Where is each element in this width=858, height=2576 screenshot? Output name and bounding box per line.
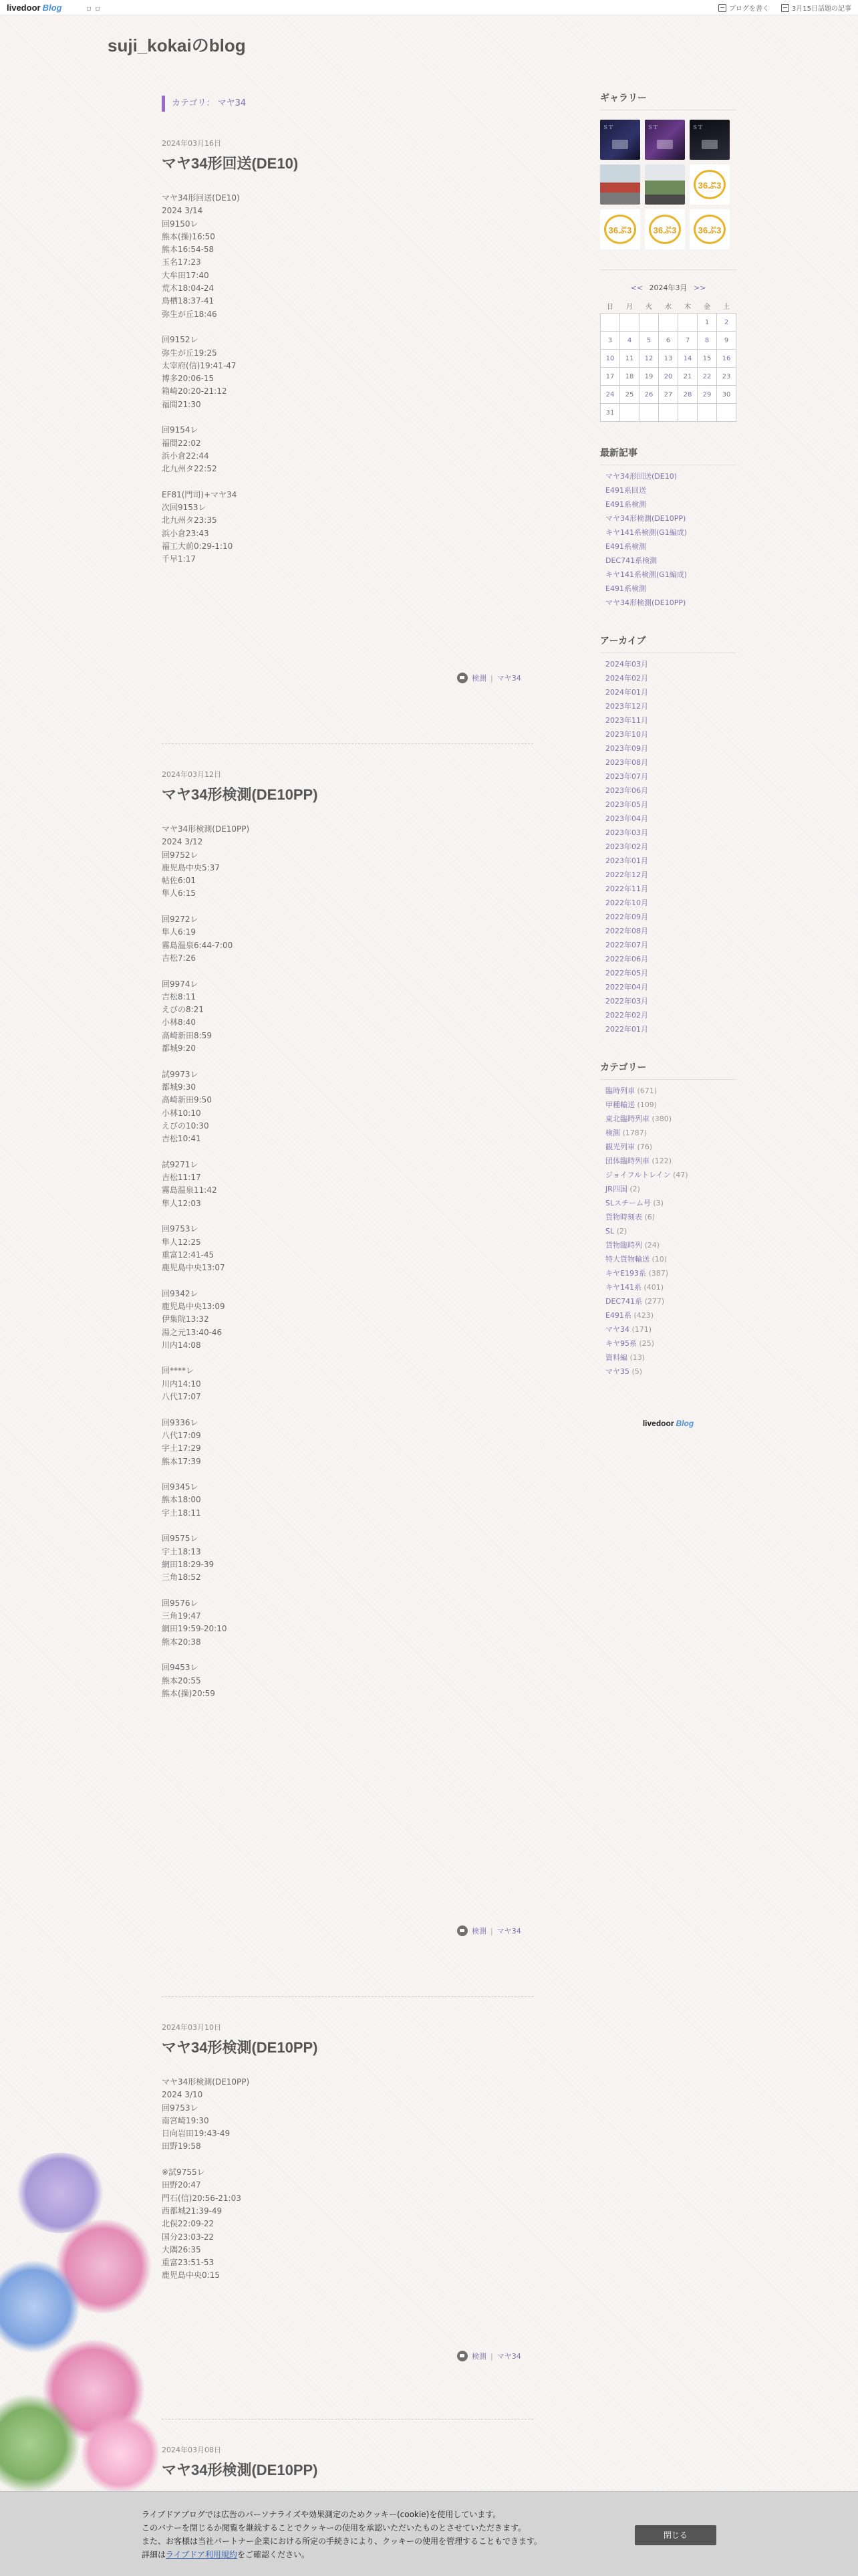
calendar-day[interactable]: 28 [678, 386, 698, 404]
write-blog-link[interactable]: ブログを書く [718, 3, 769, 13]
calendar-day[interactable]: 26 [639, 386, 659, 404]
article-title[interactable]: マヤ34形検測(DE10PP) [162, 2039, 318, 2056]
tag-link[interactable]: マヤ34 [496, 674, 521, 683]
recent-article-link[interactable]: DEC741系検測 [605, 556, 658, 565]
category-link[interactable]: 資料編 (13) [605, 1353, 646, 1362]
tag-link[interactable]: 検測 [472, 674, 486, 683]
article [162, 138, 533, 566]
calendar-day[interactable]: 15 [698, 350, 717, 368]
hydrangea-decoration [0, 2126, 154, 2500]
gallery-thumbnail[interactable] [600, 164, 640, 205]
article-date: 2024年03月16日 [162, 139, 221, 148]
calendar-next[interactable]: >> [694, 283, 706, 292]
article [162, 2444, 533, 2480]
calendar-day[interactable]: 2 [717, 314, 736, 332]
category-link[interactable]: 団体臨時列車 (122) [605, 1157, 672, 1165]
tag-icon [457, 673, 468, 683]
gallery-thumbnail[interactable]: 36ぷ3 [600, 209, 640, 249]
archive-link[interactable]: 2022年07月 [605, 941, 648, 949]
category-link[interactable]: 甲種輸送 (109) [605, 1100, 658, 1109]
calendar-day[interactable]: 19 [639, 368, 659, 386]
cookie-text: ライブドアブログでは広告のパーソナライズや効果測定のためクッキー(cookie)を使用しています。 このバナーを閉じるか閲覧を継続することでクッキーの使用を承認いただいたものとさせていただきます。 また、お客様は当社パートナー企業における所定の手続きにより、クッキーの使用を管理することもできます。 詳細はライブドア利用規約をご確認ください。 [142, 2510, 543, 2559]
calendar-day[interactable]: 29 [698, 386, 717, 404]
article-tags: 検測 | マヤ34 [457, 1925, 858, 1936]
category-link[interactable]: 東北臨時列車 (380) [605, 1115, 672, 1123]
category-list [600, 1084, 736, 1379]
calendar-day [639, 314, 659, 332]
article-title[interactable]: マヤ34形検測(DE10PP) [162, 2462, 318, 2478]
category-link[interactable]: E491系 (423) [605, 1311, 654, 1320]
livedoor-logo[interactable]: livedoor Blog [7, 3, 62, 13]
calendar-day[interactable]: 24 [601, 386, 620, 404]
archive-link[interactable]: 2023年11月 [605, 716, 648, 725]
category-link[interactable]: 検測 (1787) [605, 1129, 648, 1137]
recent-article-link[interactable]: E491系検測 [605, 542, 646, 551]
archive-link[interactable]: 2023年05月 [605, 800, 648, 809]
category-link[interactable]: SLスチーム号 (3) [605, 1199, 664, 1207]
category-link[interactable]: JR四国 (2) [605, 1185, 640, 1193]
category-link[interactable]: キヤ95系 (25) [605, 1339, 655, 1348]
livedoor-blog-logo[interactable]: livedoor Blog [642, 1419, 694, 1428]
archive-link[interactable]: 2023年02月 [605, 842, 648, 851]
category-link[interactable]: 貨物臨時列 (24) [605, 1241, 660, 1250]
pencil-icon [718, 4, 726, 12]
calendar-day[interactable]: 3 [601, 332, 620, 350]
archive-link[interactable]: 2023年10月 [605, 730, 648, 739]
calendar-day[interactable]: 22 [698, 368, 717, 386]
archive-link[interactable]: 2022年08月 [605, 927, 648, 935]
archive-link[interactable]: 2022年05月 [605, 969, 648, 977]
calendar-title: 2024年3月 [649, 283, 688, 292]
archive-link[interactable]: 2023年07月 [605, 772, 648, 781]
recent-article-link[interactable]: キヤ141系検測(G1編成) [605, 570, 688, 579]
category-heading: カテゴリ： マヤ34 [162, 96, 246, 112]
calendar-day[interactable]: 9 [717, 332, 736, 350]
calendar-day[interactable]: 17 [601, 368, 620, 386]
archive-link[interactable]: 2023年06月 [605, 786, 648, 795]
recent-article-link[interactable]: E491系検測 [605, 500, 646, 509]
category-link[interactable]: 特大貨物輸送 (10) [605, 1255, 668, 1264]
archive-link[interactable]: 2022年03月 [605, 997, 648, 1006]
archive-link[interactable]: 2023年12月 [605, 702, 648, 711]
terms-link[interactable]: ライブドア利用規約 [166, 2550, 237, 2559]
calendar-day [601, 314, 620, 332]
calendar-day[interactable]: 11 [620, 350, 639, 368]
calendar-day[interactable]: 30 [717, 386, 736, 404]
calendar-day [659, 404, 678, 422]
gallery-thumbnail[interactable]: ＳＴ [690, 120, 730, 160]
tag-link[interactable]: マヤ34 [496, 2352, 521, 2361]
recent-article-link[interactable]: E491系検測 [605, 584, 646, 593]
calendar-day[interactable]: 20 [659, 368, 678, 386]
article [162, 2022, 533, 2282]
recent-article-link[interactable]: マヤ34形検測(DE10PP) [605, 598, 686, 607]
tag-link[interactable]: マヤ34 [496, 1927, 521, 1936]
calendar-day [698, 404, 717, 422]
article-date: 2024年03月10日 [162, 2023, 221, 2032]
category-link[interactable]: DEC741系 (277) [605, 1297, 665, 1306]
gallery-title: ギャラリー [600, 91, 736, 110]
archive-link[interactable]: 2023年04月 [605, 814, 648, 823]
tag-icon [457, 1925, 468, 1936]
gallery-thumbnail[interactable]: 36ぷ3 [690, 209, 730, 249]
recent-title: 最新記事 [600, 446, 736, 465]
category-link[interactable]: 臨時列車 (671) [605, 1086, 658, 1095]
blog-title[interactable]: suji_kokaiのblog [108, 35, 246, 55]
calendar-day [620, 404, 639, 422]
category-link[interactable]: 観光列車 (76) [605, 1143, 653, 1151]
archive-link[interactable]: 2023年09月 [605, 744, 648, 753]
category-link[interactable]: キヤE193系 (387) [605, 1269, 669, 1278]
cookie-close-button[interactable]: 閉じる [635, 2525, 716, 2545]
recent-article-link[interactable]: マヤ34形検測(DE10PP) [605, 514, 686, 523]
calendar-day [659, 314, 678, 332]
calendar-day [678, 314, 698, 332]
category-title: カテゴリー [600, 1060, 736, 1080]
recent-article-link[interactable]: キヤ141系検測(G1編成) [605, 528, 688, 537]
calendar-day[interactable]: 21 [678, 368, 698, 386]
calendar-day[interactable]: 6 [659, 332, 678, 350]
archive-link[interactable]: 2024年01月 [605, 688, 648, 697]
article-divider [162, 743, 533, 744]
gallery-thumbnail[interactable]: ＳＴ [645, 120, 685, 160]
cookie-banner [0, 2491, 858, 2576]
archive-link[interactable]: 2022年06月 [605, 955, 648, 963]
gallery-thumbnail[interactable]: ＳＴ [600, 120, 640, 160]
calendar-day[interactable]: 12 [639, 350, 659, 368]
archive-title: アーカイブ [600, 634, 736, 653]
article-divider [162, 2419, 533, 2420]
calendar-day [620, 314, 639, 332]
article-body: マヤ34形検測(DE10PP) 2024 3/10 回9753レ 南宮崎19:30 日向岩田19:43-49 田野19:58 ※試9755レ 田野20:47 門石(信)20:56-21:03 西都城21:39-49 北俣22:09-22 国分23:03-22 大隅26:35 重富23:51-53 鹿児島中央0:15 [162, 2077, 250, 2280]
calendar-day [678, 404, 698, 422]
calendar-day[interactable]: 8 [698, 332, 717, 350]
calendar-day[interactable]: 25 [620, 386, 639, 404]
calendar-table: 日 月 火 水 木 金 土 1 2 3 4 5 6 7 8 9 10 11 12 13 14 15 16 17 18 19 20 21 22 23 24 25 26 27 28 29 30 31 [600, 298, 736, 422]
category-link[interactable]: マヤ35 (5) [605, 1367, 643, 1376]
archive-link[interactable]: 2022年09月 [605, 913, 648, 921]
calendar-day[interactable]: 23 [717, 368, 736, 386]
sidebar [600, 91, 736, 1428]
archive-list [600, 657, 736, 1036]
recent-article-link[interactable]: E491系回送 [605, 486, 646, 495]
calendar-day[interactable]: 5 [639, 332, 659, 350]
calendar-day [639, 404, 659, 422]
calendar-day[interactable]: 7 [678, 332, 698, 350]
calendar-day[interactable]: 1 [698, 314, 717, 332]
top-link[interactable]: ロ ロ [86, 6, 102, 13]
category-link[interactable]: SL (2) [605, 1227, 627, 1236]
archive-link[interactable]: 2022年10月 [605, 899, 648, 907]
gallery-thumbnail[interactable]: 36ぷ3 [645, 209, 685, 249]
article-date: 2024年03月08日 [162, 2446, 221, 2454]
category-link[interactable]: キヤ141系 (401) [605, 1283, 664, 1292]
gallery-thumbnail[interactable]: 36ぷ3 [690, 164, 730, 205]
category-link[interactable]: マヤ34 (171) [605, 1325, 652, 1334]
calendar-day[interactable]: 18 [620, 368, 639, 386]
calendar-day[interactable]: 16 [717, 350, 736, 368]
calendar-day[interactable]: 10 [601, 350, 620, 368]
recent-article-link[interactable]: マヤ34形回送(DE10) [605, 472, 677, 481]
archive-link[interactable]: 2023年08月 [605, 758, 648, 767]
calendar-day[interactable]: 13 [659, 350, 678, 368]
calendar-day[interactable]: 14 [678, 350, 698, 368]
tag-link[interactable]: 検測 [472, 2352, 486, 2361]
archive-link[interactable]: 2022年02月 [605, 1011, 648, 1020]
calendar-day[interactable]: 27 [659, 386, 678, 404]
top-bar [0, 0, 858, 15]
archive-link[interactable]: 2022年01月 [605, 1025, 648, 1034]
article-title[interactable]: マヤ34形回送(DE10) [162, 155, 299, 172]
calendar-icon [781, 4, 789, 12]
calendar-day[interactable]: 31 [601, 404, 620, 422]
tag-link[interactable]: 検測 [472, 1927, 486, 1936]
archive-link[interactable]: 2022年11月 [605, 885, 648, 893]
recent-list [600, 469, 736, 610]
archive-link[interactable]: 2023年03月 [605, 828, 648, 837]
archive-link[interactable]: 2024年02月 [605, 674, 648, 683]
gallery-thumbnail[interactable] [645, 164, 685, 205]
archive-link[interactable]: 2022年12月 [605, 870, 648, 879]
calendar-day [717, 404, 736, 422]
archive-link[interactable]: 2024年03月 [605, 660, 648, 669]
article-title[interactable]: マヤ34形検測(DE10PP) [162, 786, 318, 803]
article-tags: 検測 | マヤ34 [457, 2351, 858, 2361]
category-link[interactable]: 貨物時刻表 (6) [605, 1213, 656, 1221]
gallery [600, 120, 736, 249]
article-date: 2024年03月12日 [162, 770, 221, 779]
article-divider [162, 1996, 533, 1997]
article-tags: 検測 | マヤ34 [457, 673, 858, 683]
archive-link[interactable]: 2022年04月 [605, 983, 648, 991]
calendar [600, 269, 736, 422]
article-body: マヤ34形回送(DE10) 2024 3/14 回9150レ 熊本(操)16:50 熊本16:54-58 玉名17:23 大牟田17:40 荒木18:04-24 鳥栖18:37-41 弥生が丘18:46 回9152レ 弥生が丘19:25 太宰府(信)19:41-47 博多20:06-15 箱崎20:20-21:12 福間21:30 回9154レ 福間22:02 浜小倉22:44 北九州タ22:52 EF81(門司)+マヤ34 次回9153レ 北九州タ23:35 浜小倉23:43 福工大前0:29-1:10 千早1:17 [162, 193, 240, 564]
tag-icon [457, 2351, 468, 2361]
category-link[interactable]: ジョイフルトレイン (47) [605, 1171, 688, 1179]
calendar-day[interactable]: 4 [620, 332, 639, 350]
topics-link[interactable]: 3月15日話題の記事 [781, 3, 851, 13]
article [162, 769, 533, 1700]
archive-link[interactable]: 2023年01月 [605, 856, 648, 865]
calendar-prev[interactable]: << [630, 283, 643, 292]
article-body: マヤ34形検測(DE10PP) 2024 3/12 回9752レ 鹿児島中央5:37 帖佐6:01 隼人6:15 回9272レ 隼人6:19 霧島温泉6:44-7:00 吉松7:26 回9974レ 吉松8:11 えびの8:21 小林8:40 高崎新田8:59 都城9:20 試9973レ 都城9:30 高崎新田9:50 小林10:10 えびの10:30 吉松10:41 試9271レ 吉松11:17 霧島温泉11:42 隼人12:03 回9753レ 隼人12:25 重富12:41-45 鹿児島中央13:07 回9342レ 鹿児島中央13:09 伊集院13:32 湯之元13:40-46 川内14:08 回****レ 川内14:10 八代17:07 回9336レ 八代17:09 宇土17:29 熊本17:39 回9345レ 熊本18:00 宇土18:11 回9575レ 宇土18:13 網田18:29-39 三角18:52 回9576レ 三角19:47 網田19:59-20:10 熊本20:38 回9453レ 熊本20:55 熊本(操)20:59 [162, 824, 250, 1698]
